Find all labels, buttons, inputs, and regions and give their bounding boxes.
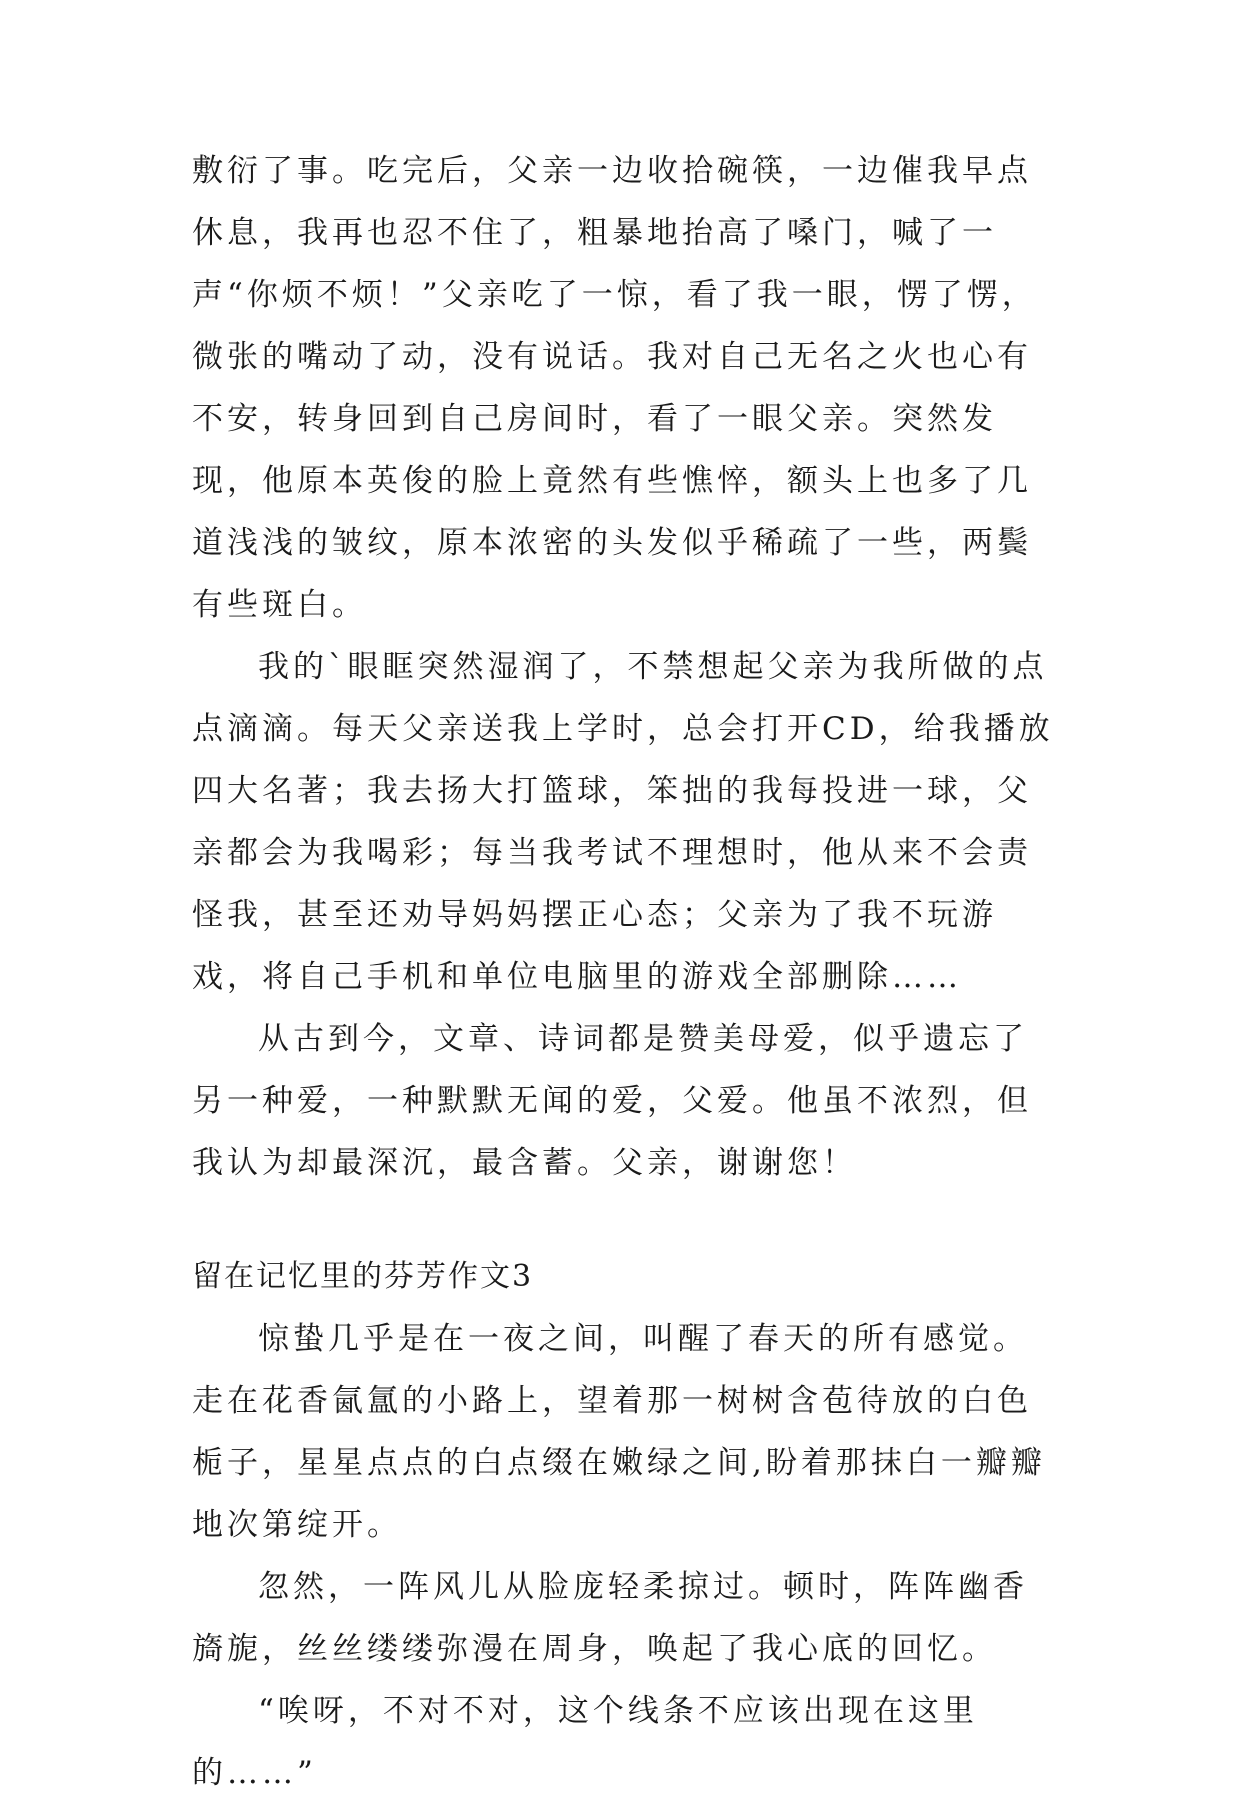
section-gap <box>192 1194 1054 1246</box>
essay3-paragraph-1: 惊蛰几乎是在一夜之间，叫醒了春天的所有感觉。走在花香氤氲的小路上，望着那一树树含苞待放的白色栀子，星星点点的白点缀在嫩绿之间,盼着那抹白一瓣瓣地次第绽开。 <box>192 1321 1046 1543</box>
essay3-paragraph-3: “唉呀，不对不对，这个线条不应该出现在这里的……” <box>192 1693 978 1791</box>
essay3-title: 留在记忆里的芬芳作文3 <box>192 1259 534 1294</box>
essay2-paragraph-3: 从古到今，文章、诗词都是赞美母爱，似乎遗忘了另一种爱，一种默默无闻的爱，父爱。他虽不浓烈，但我认为却最深沉，最含蓄。父亲，谢谢您！ <box>192 1021 1032 1181</box>
essay3-paragraph-2: 忽然，一阵风儿从脸庞轻柔掠过。顿时，阵阵幽香旖旎，丝丝缕缕弥漫在周身，唤起了我心底的回忆。 <box>192 1569 1028 1667</box>
document-page <box>192 140 1054 1804</box>
essay2-paragraph-2: 我的`眼眶突然湿润了，不禁想起父亲为我所做的点点滴滴。每天父亲送我上学时，总会打开CD，给我播放四大名著；我去扬大打篮球，笨拙的我每投进一球，父亲都会为我喝彩；每当我考试不理想时，他从来不会责怪我，甚至还劝导妈妈摆正心态；父亲为了我不玩游戏，将自己手机和单位电脑里的游戏全部删除…… <box>192 649 1054 995</box>
essay2-paragraph-1: 敷衍了事。吃完后，父亲一边收拾碗筷，一边催我早点休息，我再也忍不住了，粗暴地抬高了嗓门，喊了一声“你烦不烦！”父亲吃了一惊，看了我一眼，愣了愣，微张的嘴动了动，没有说话。我对自己无名之火也心有不安，转身回到自己房间时，看了一眼父亲。突然发现，他原本英俊的脸上竟然有些憔悴，额头上也多了几道浅浅的皱纹，原本浓密的头发似乎稀疏了一些，两鬓有些斑白。 <box>192 153 1037 623</box>
